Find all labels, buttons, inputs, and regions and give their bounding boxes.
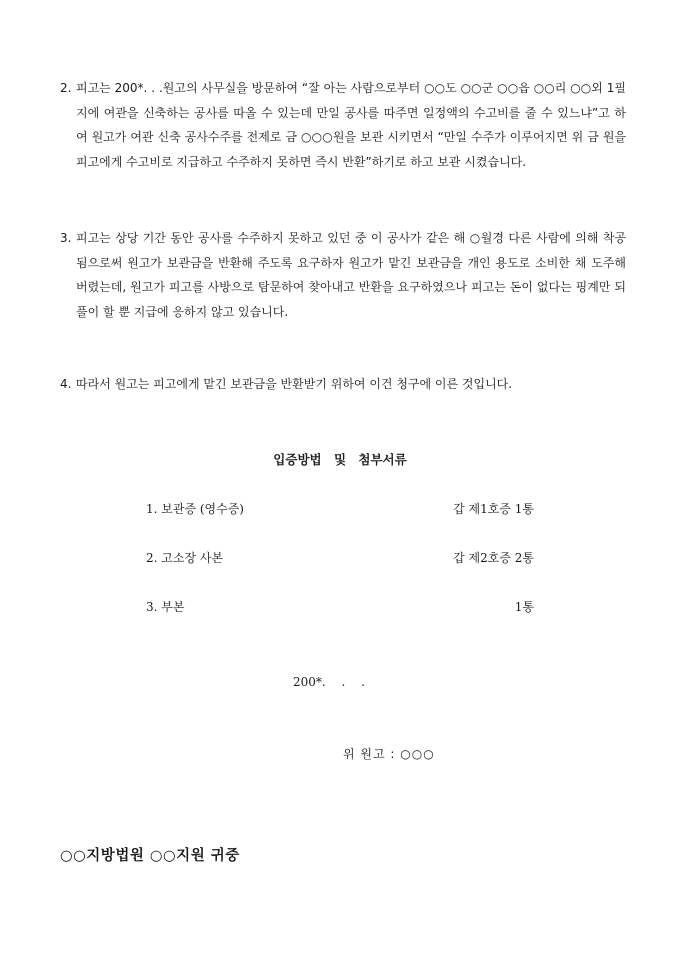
paragraph-2	[60, 76, 626, 174]
paragraph-4	[60, 372, 626, 397]
paragraph-3	[60, 226, 626, 324]
evidence-label: 2. 고소장 사본	[146, 551, 224, 565]
evidence-value: 1통	[514, 600, 534, 614]
document-date: 200*. . .	[293, 675, 365, 689]
paragraph-text: 따라서 원고는 피고에게 맡긴 보관금을 반환받기 위하여 이건 청구에 이른 것입니다.	[76, 377, 513, 391]
signer-line: 위 원고 : ○○○	[343, 747, 435, 761]
paragraph-text: 피고는 200*. . .원고의 사무실을 방문하여 “잘 아는 사람으로부터 ○○도 ○○군 ○○읍 ○○리 ○○외 1필지에 여관을 신축하는 공사를 따올 수 있는데 만일 공사를 따주면 일정액의 수고비를 줄 수 있느냐”고 하여 원고가 여관 신축 공사수주를 전제로 금 ○○○원을 보관 시키면서 “만일 수주가 이루어지면 위 금 원을 피고에게 수고비로 지급하고 수주하지 못하면 즉시 반환”하기로 하고 보관 시켰습니다.	[76, 81, 626, 169]
evidence-section-title: 입증방법 및 첨부서류	[273, 452, 407, 467]
paragraph-number: 3.	[60, 231, 72, 245]
evidence-value: 갑 제1호증 1통	[453, 502, 534, 516]
paragraph-text: 피고는 상당 기간 동안 공사를 수주하지 못하고 있던 중 이 공사가 같은 해 ○월경 다른 사람에 의해 착공됨으로써 원고가 보관금을 반환해 주도록 요구하자 원고가 맡긴 보관금을 개인 용도로 소비한 채 도주해 버렸는데, 원고가 피고를 사방으로 탐문하여 찾아내고 반환을 요구하였으나 피고는 돈이 없다는 핑계만 되풀이 할 뿐 지급에 응하지 않고 있습니다.	[76, 231, 626, 319]
paragraph-number: 4.	[60, 377, 72, 391]
court-addressee: ○○지방법원 ○○지원 귀중	[60, 847, 240, 864]
evidence-label: 1. 보관증 (영수증)	[146, 502, 244, 516]
evidence-label: 3. 부본	[146, 600, 185, 614]
paragraph-number: 2.	[60, 81, 72, 95]
evidence-value: 갑 제2호증 2통	[453, 551, 534, 565]
